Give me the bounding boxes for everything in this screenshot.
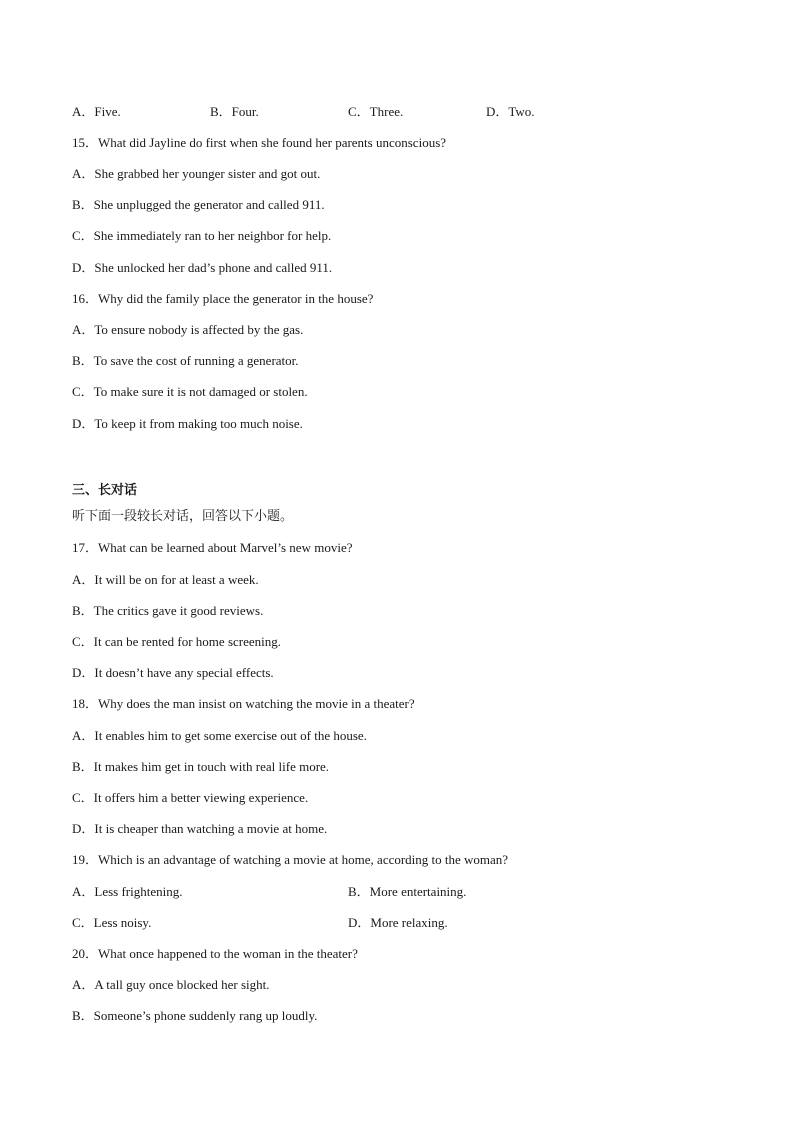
q18-stem: 18．Why does the man insist on watching the movie in a theater? [72,696,415,711]
q18-option-a: A．It enables him to get some exercise out of the house. [72,728,367,743]
q17-stem: 17．What can be learned about Marvel’s new movie? [72,540,353,555]
q18-option-d: D．It is cheaper than watching a movie at home. [72,821,328,836]
q18-option-c: C．It offers him a better viewing experience. [72,790,309,805]
q15-option-b: B．She unplugged the generator and called 911. [72,197,325,212]
q14-option-a: A．Five. [72,104,121,119]
q18-option-b: B．It makes him get in touch with real life more. [72,759,330,774]
q19-option-c: C．Less noisy. [72,915,152,930]
q16-option-b: B．To save the cost of running a generator. [72,353,299,368]
q19-stem: 19．Which is an advantage of watching a movie at home, according to the woman? [72,852,509,867]
q20-option-b: B．Someone’s phone suddenly rang up loudly. [72,1008,318,1023]
q15-option-d: D．She unlocked her dad’s phone and called 911. [72,260,333,275]
section-instruction: 听下面一段较长对话，回答以下小题。 [72,509,294,524]
q17-option-a: A．It will be on for at least a week. [72,572,259,587]
q15-option-a: A．She grabbed her younger sister and got out. [72,166,321,181]
q14-option-d: D．Two. [486,104,535,119]
q17-option-c: C．It can be rented for home screening. [72,634,282,649]
q20-option-a: A．A tall guy once blocked her sight. [72,977,270,992]
q16-option-c: C．To make sure it is not damaged or stolen. [72,384,308,399]
q16-stem: 16．Why did the family place the generator in the house? [72,291,374,306]
q15-stem: 15．What did Jayline do first when she found her parents unconscious? [72,135,447,150]
q17-option-d: D．It doesn’t have any special effects. [72,665,274,680]
q16-option-a: A．To ensure nobody is affected by the gas. [72,322,304,337]
q14-option-c: C．Three. [348,104,404,119]
q16-option-d: D．To keep it from making too much noise. [72,416,303,431]
q17-option-b: B．The critics gave it good reviews. [72,603,264,618]
q15-option-c: C．She immediately ran to her neighbor for help. [72,228,332,243]
q19-option-b: B．More entertaining. [348,884,467,899]
q14-option-b: B．Four. [210,104,259,119]
q19-option-a: A．Less frightening. [72,884,183,899]
section-title: 三、长对话 [72,483,138,498]
q20-stem: 20．What once happened to the woman in the theater? [72,946,358,961]
q19-option-d: D．More relaxing. [348,915,448,930]
